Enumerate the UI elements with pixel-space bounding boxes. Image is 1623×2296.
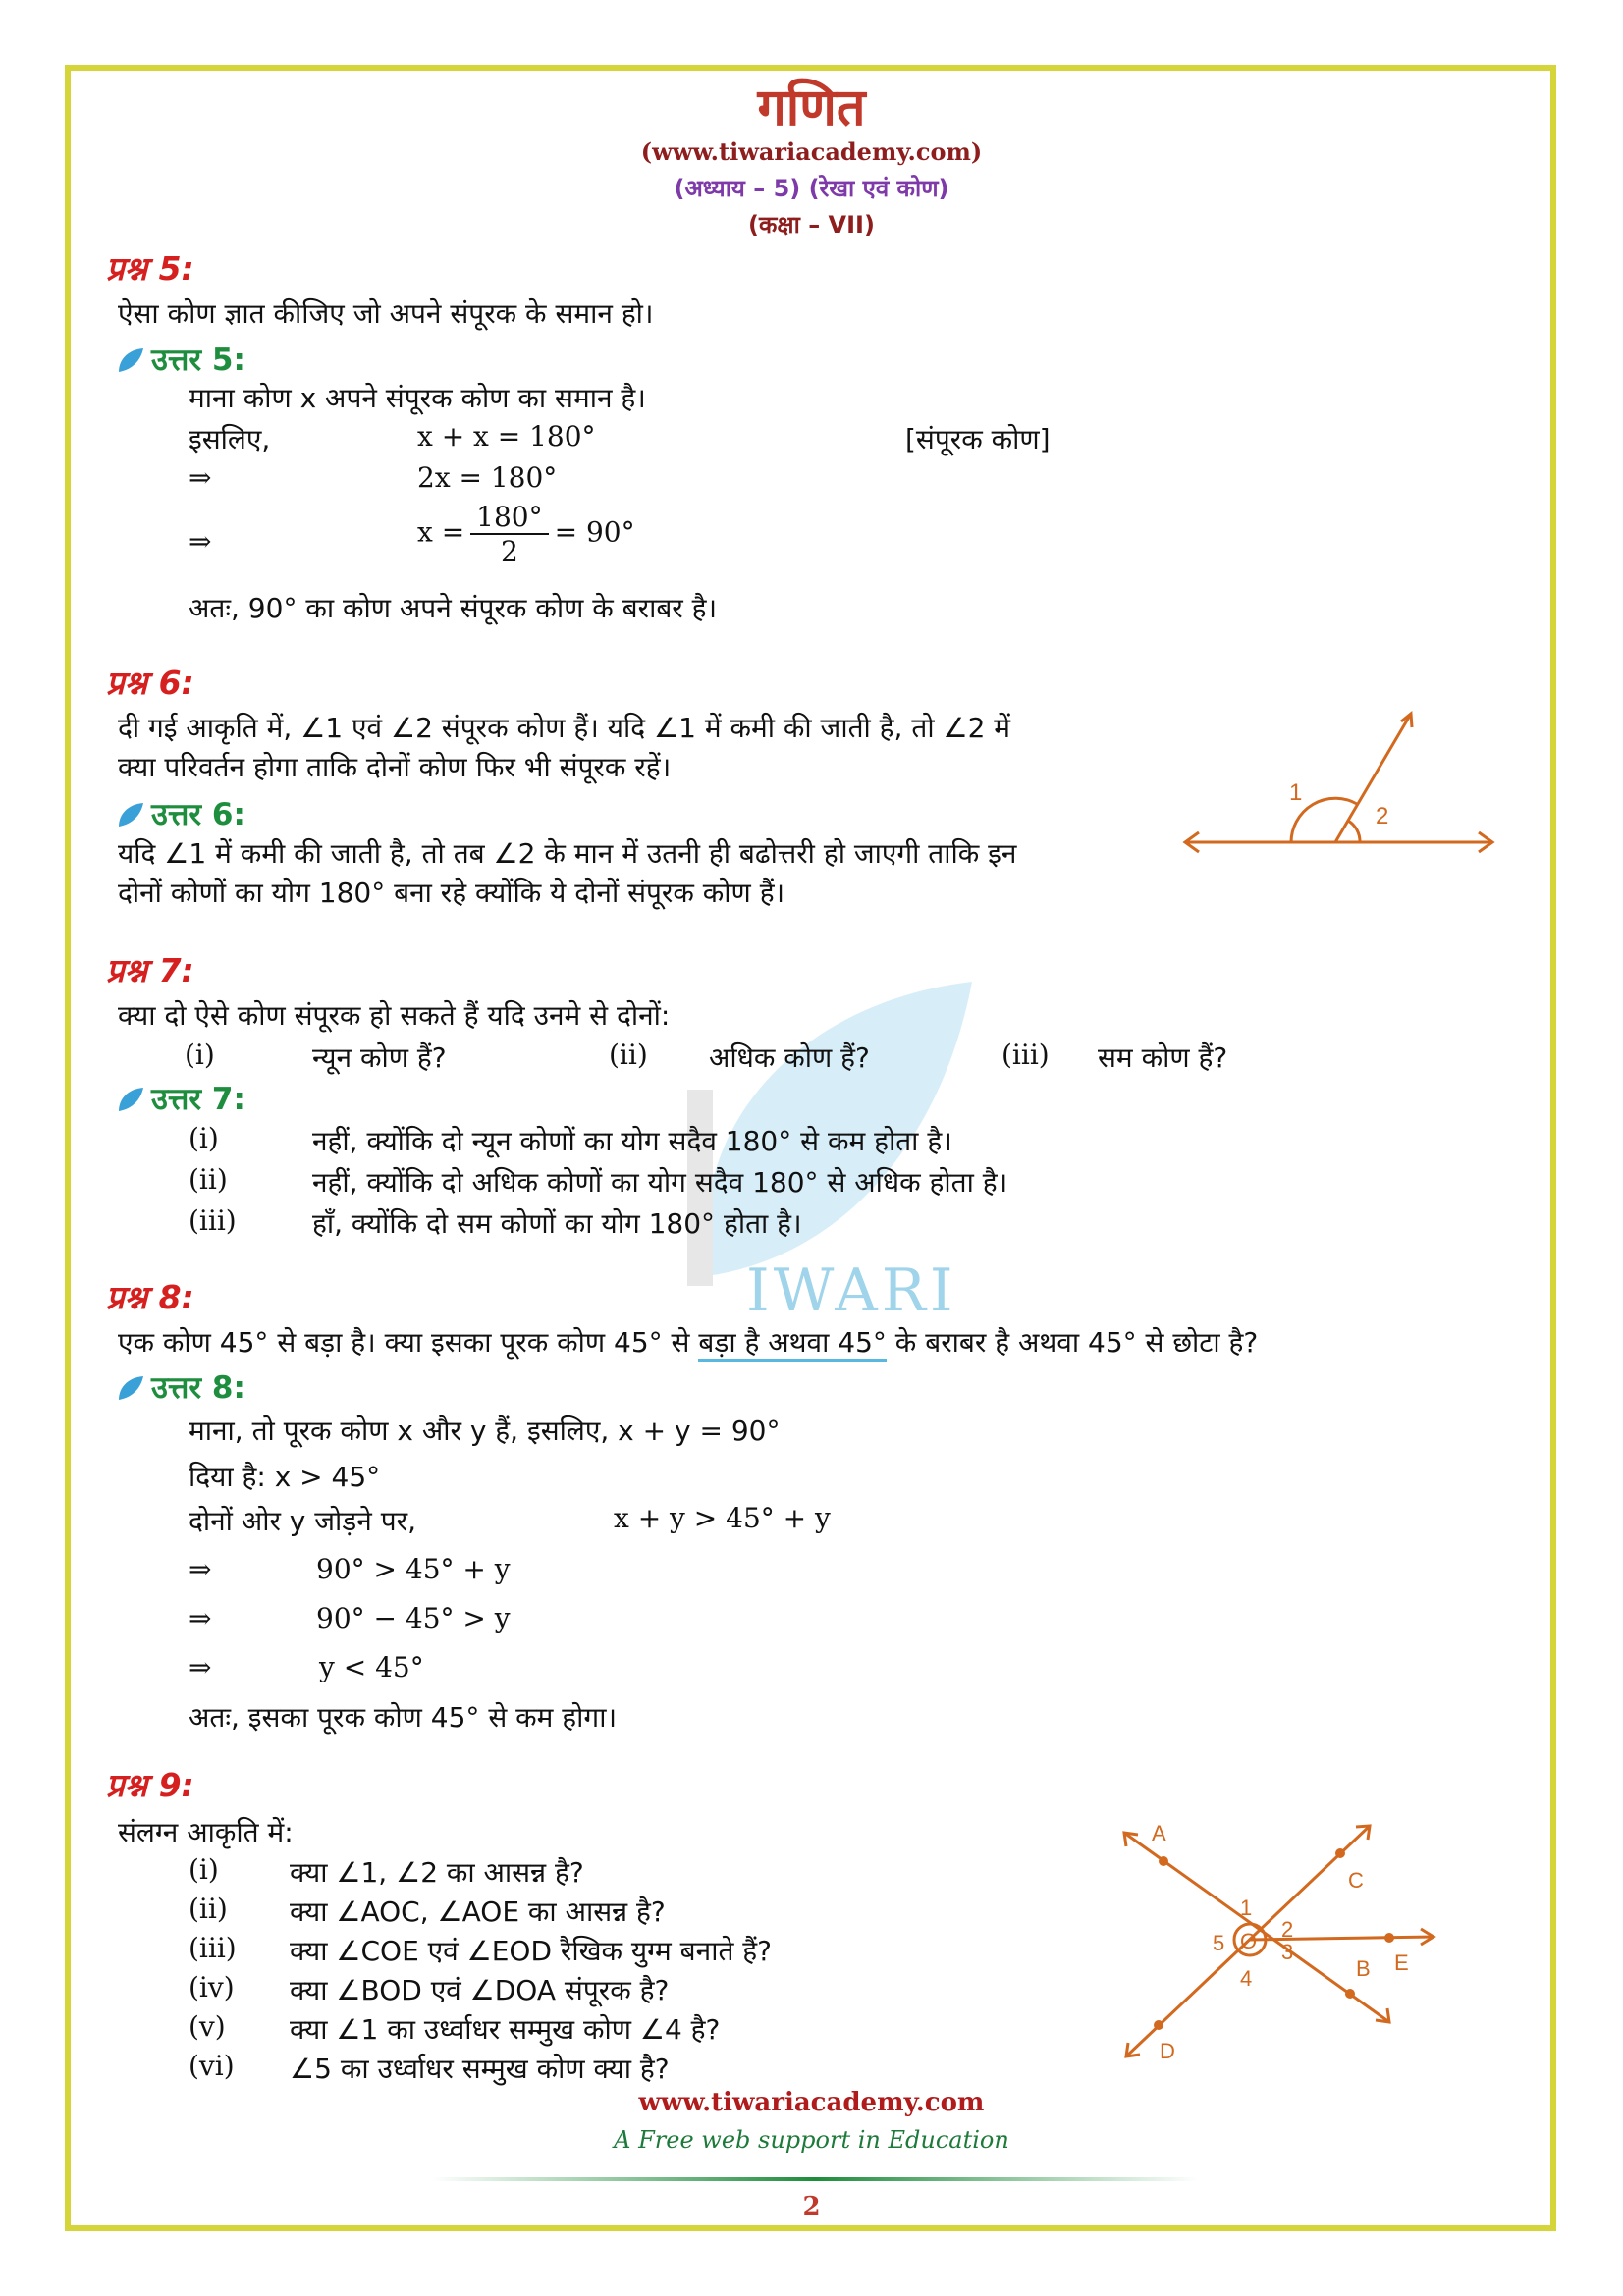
q8-line1: माना, तो पूरक कोण x और y हैं, इसलिए, x + y = 90° <box>189 1415 781 1447</box>
q8-line3: दोनों ओर y जोड़ने पर, <box>189 1505 416 1537</box>
angle-1-label: 1 <box>1289 779 1303 806</box>
figure-ray <box>1335 714 1411 842</box>
q9-item5: क्या ∠1 का उर्ध्वाधर सम्मुख कोण ∠4 है? <box>290 2013 721 2046</box>
point-d-dot <box>1154 2020 1163 2030</box>
footer-site-link[interactable]: www.tiwariacademy.com <box>638 2088 985 2117</box>
q9-item1-num: (i) <box>189 1853 219 1886</box>
point-b-dot <box>1345 1989 1355 1999</box>
label-D: D <box>1160 2039 1175 2063</box>
implies-icon: ⇒ <box>189 1553 212 1585</box>
header-site[interactable]: (www.tiwariacademy.com) <box>640 137 983 166</box>
angle-2-arc <box>1348 821 1360 842</box>
q8-heading: प्रश्न 8: <box>106 1278 194 1316</box>
q7-ans2: नहीं, क्योंकि दो अधिक कोणों का योग सदैव 180° से अधिक होता है। <box>312 1166 1008 1199</box>
q9-item6-num: (vi) <box>189 2050 235 2082</box>
answer-leaf-icon <box>116 1086 145 1113</box>
watermark-text: IWARI <box>746 1256 957 1325</box>
q8-eq3: y < 45° <box>319 1651 424 1683</box>
chapter-title: (अध्याय – 5) (रेखा एवं कोण) <box>674 175 949 202</box>
angle-2-label: 2 <box>1376 803 1389 829</box>
label-E: E <box>1394 1950 1409 1975</box>
q6-text1: दी गई आकृति में, ∠1 एवं ∠2 संपूरक कोण हैं। यदि ∠1 में कमी की जाती है, तो ∠2 में <box>118 712 1011 744</box>
page-title: गणित <box>757 79 866 137</box>
q9-item3-num: (iii) <box>189 1932 237 1964</box>
answer-leaf-icon <box>116 347 145 374</box>
q6-heading: प्रश्न 6: <box>106 664 194 702</box>
q8-eq2: 90° − 45° > y <box>316 1602 511 1634</box>
q9-item4-num: (iv) <box>189 1971 235 2003</box>
q8-line2: दिया है: x > 45° <box>189 1461 381 1493</box>
q9-item3: क्या ∠COE एवं ∠EOD रैखिक युग्म बनाते हैं? <box>290 1935 773 1967</box>
q5-eq1: x + x = 180° <box>417 420 596 453</box>
q9-text: संलग्न आकृति में: <box>118 1816 294 1848</box>
page-number: 2 <box>802 2192 821 2221</box>
q9-item4: क्या ∠BOD एवं ∠DOA संपूरक है? <box>290 1974 670 2006</box>
point-c-dot <box>1335 1848 1345 1858</box>
q8-answer-heading: उत्तर 8: <box>116 1366 245 1408</box>
label-O: O <box>1240 1929 1258 1953</box>
label-B: B <box>1356 1956 1371 1981</box>
label-5: 5 <box>1213 1931 1225 1955</box>
q6-figure <box>1173 702 1507 864</box>
q9-figure <box>1105 1811 1458 2066</box>
q7-ans1: नहीं, क्योंकि दो न्यून कोणों का योग सदैव 180° से कम होता है। <box>312 1125 952 1157</box>
implies-icon: ⇒ <box>189 1651 212 1683</box>
q6-answer-heading: उत्तर 6: <box>116 793 245 834</box>
label-4: 4 <box>1240 1966 1253 1991</box>
q9-item1: क्या ∠1, ∠2 का आसन्न है? <box>290 1856 584 1889</box>
q7-opt1: न्यून कोण हैं? <box>312 1041 447 1074</box>
q9-item6: ∠5 का उर्ध्वाधर सम्मुख कोण क्या है? <box>290 2053 670 2085</box>
point-e-dot <box>1384 1933 1394 1943</box>
q5-eq3: x = $\frac{180^\circ}{2}$ = 90° <box>417 501 635 567</box>
label-C: C <box>1348 1868 1364 1893</box>
q5-heading: प्रश्न 5: <box>106 249 194 288</box>
answer-leaf-icon <box>116 801 145 828</box>
implies-icon: ⇒ <box>189 1602 212 1634</box>
q7-opt2: अधिक कोण हैं? <box>709 1041 870 1074</box>
ray-OE <box>1250 1937 1434 1940</box>
q6-ans1: यदि ∠1 में कमी की जाती है, तो तब ∠2 के मान में उतनी ही बढोत्तरी हो जाएगी ताकि इन <box>118 837 1017 870</box>
q6-text2: क्या परिवर्तन होगा ताकि दोनों कोण फिर भी संपूरक रहें। <box>118 751 672 783</box>
label-3: 3 <box>1281 1940 1294 1964</box>
q5-line1: माना कोण x अपने संपूरक कोण का समान है। <box>189 382 646 414</box>
answer-leaf-icon <box>116 1374 145 1402</box>
q5-text: ऐसा कोण ज्ञात कीजिए जो अपने संपूरक के समान हो। <box>118 297 654 330</box>
q7-opt3: सम कोण हैं? <box>1098 1041 1228 1074</box>
class-label: (कक्षा – VII) <box>748 211 875 239</box>
q7-ans3: हाँ, क्योंकि दो सम कोणों का योग 180° होता है। <box>312 1207 802 1240</box>
q5-conclusion: अतः, 90° का कोण अपने संपूरक कोण के बराबर है। <box>189 592 718 624</box>
implies-icon: ⇒ <box>189 461 212 494</box>
q7-opt3-num: (iii) <box>1001 1039 1050 1071</box>
label-2: 2 <box>1281 1917 1294 1942</box>
q9-item2-num: (ii) <box>189 1893 228 1925</box>
footer-tagline: A Free web support in Education <box>614 2126 1009 2154</box>
q5-eq2: 2x = 180° <box>417 461 558 494</box>
q7-ans3-num: (iii) <box>189 1204 237 1237</box>
q7-heading: प्रश्न 7: <box>106 951 194 989</box>
q7-ans2-num: (ii) <box>189 1163 228 1196</box>
label-1: 1 <box>1240 1896 1253 1920</box>
q9-item2: क्या ∠AOC, ∠AOE का आसन्न है? <box>290 1896 666 1928</box>
footer-divider <box>432 2177 1198 2181</box>
q7-opt2-num: (ii) <box>609 1039 648 1071</box>
q5-note: [संपूरक कोण] <box>905 423 1051 455</box>
q9-item5-num: (v) <box>189 2010 226 2043</box>
q8-line3-eq: x + y > 45° + y <box>614 1502 831 1534</box>
q7-opt1-num: (i) <box>185 1039 215 1071</box>
q5-answer-heading: उत्तर 5: <box>116 339 245 380</box>
q7-text: क्या दो ऐसे कोण संपूरक हो सकते हैं यदि उनमे से दोनों: <box>118 999 671 1032</box>
q7-answer-heading: उत्तर 7: <box>116 1078 245 1119</box>
q9-heading: प्रश्न 9: <box>106 1766 194 1804</box>
label-A: A <box>1152 1821 1166 1845</box>
point-a-dot <box>1159 1856 1168 1866</box>
q6-ans2: दोनों कोणों का योग 180° बना रहे क्योंकि ये दोनों संपूरक कोण हैं। <box>118 877 785 909</box>
q5-isliye: इसलिए, <box>189 423 271 455</box>
q8-conclusion: अतः, इसका पूरक कोण 45° से कम होगा। <box>189 1701 618 1734</box>
implies-icon: ⇒ <box>189 525 212 558</box>
q7-ans1-num: (i) <box>189 1122 219 1154</box>
q8-text: एक कोण 45° से बड़ा है। क्या इसका पूरक कोण 45° से बड़ा है अथवा 45° के बराबर है अथवा 45° से छोटा है? <box>118 1323 1258 1361</box>
q8-eq1: 90° > 45° + y <box>316 1553 511 1585</box>
